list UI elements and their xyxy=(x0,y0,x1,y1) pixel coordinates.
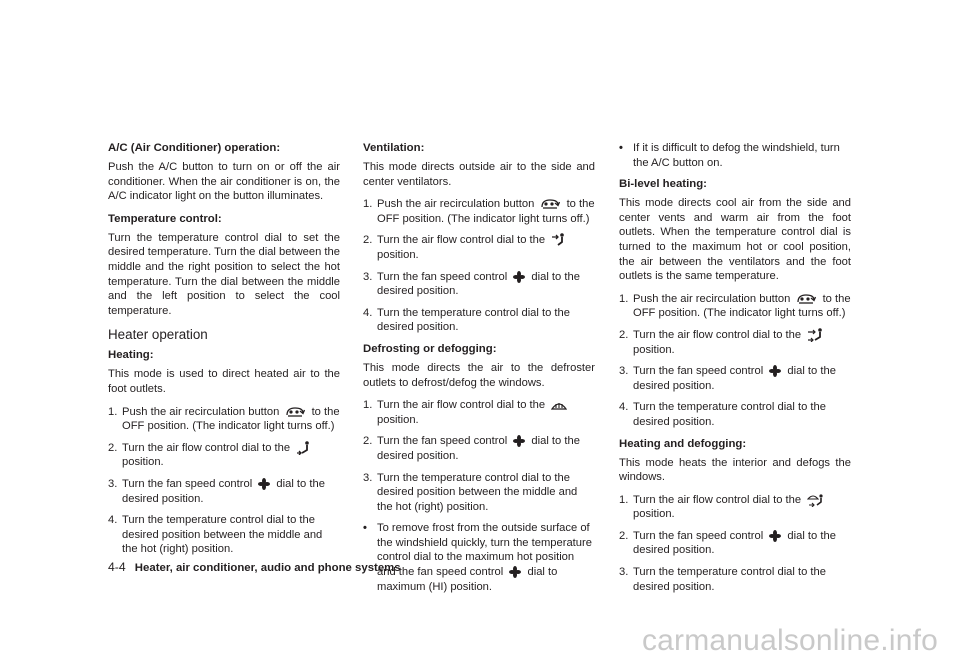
defog-bullet: • If it is difficult to defog the windshield, turn the A/C button on. xyxy=(619,142,840,169)
fan-icon xyxy=(258,478,270,490)
vent-step-2: 2. Turn the air flow control dial to the position. xyxy=(363,233,595,262)
recirculation-icon xyxy=(796,293,816,305)
heating-defogging-heading: Heating and defogging: xyxy=(619,437,747,450)
face-vent-icon xyxy=(551,233,567,247)
bilevel-step-1: 1. Push the air recirculation button to the OFF position. (The indicator light turns off.) xyxy=(619,292,851,320)
fan-icon xyxy=(513,435,525,447)
defrost-icon xyxy=(551,399,567,411)
defog-foot-icon xyxy=(807,493,825,507)
bilevel-step-3: 3. Turn the fan speed control dial to the desired position. xyxy=(619,365,836,392)
ac-heading: A/C (Air Conditioner) operation: xyxy=(108,142,281,154)
defrost-text: This mode directs the air to the defroster outlets to defrost/defog the windows. xyxy=(363,361,595,389)
recirculation-icon xyxy=(285,406,305,418)
recirculation-icon xyxy=(540,198,560,210)
heating-heading: Heating: xyxy=(108,349,154,362)
fan-icon xyxy=(513,271,525,283)
defrost-step-3: 3. Turn the temperature control dial to the desired position between the middle and the hot (right) position. xyxy=(363,471,578,513)
page-footer xyxy=(108,560,401,574)
foot-mode-icon xyxy=(296,441,312,455)
bilevel-step-4: 4. Turn the temperature control dial to the desired position. xyxy=(619,401,826,428)
heating-step-3: 3. Turn the fan speed control dial to the desired position. xyxy=(108,477,325,505)
vent-step-4: 4. Turn the temperature control dial to the desired position. xyxy=(363,306,570,334)
ventilation-heading: Ventilation: xyxy=(363,142,425,154)
heating-defogging-text: This mode heats the interior and defogs the windows. xyxy=(619,456,851,484)
hd-step-1: 1. Turn the air flow control dial to the position. xyxy=(619,493,851,522)
heating-step-4: 4. Turn the temperature control dial to the desired position between the middle and the hot (right) position. xyxy=(108,514,323,556)
bilevel-icon xyxy=(807,328,825,342)
bilevel-text: This mode directs cool air from the side and center vents and warm air from the foot outlets. When the temperature control dial is turned to the maximum hot or cool position, the air between the ventilators and the foot outlets is the same temperature. xyxy=(619,197,851,283)
fan-icon xyxy=(769,365,781,377)
vent-step-1: 1. Push the air recirculation button to the OFF position. (The indicator light turns off.) xyxy=(363,198,595,225)
heating-step-2: 2. Turn the air flow control dial to the position. xyxy=(108,441,340,470)
column-3 xyxy=(619,141,851,601)
column-1 xyxy=(108,141,340,564)
bilevel-heading: Bi-level heating: xyxy=(619,178,707,191)
defrost-heading: Defrosting or defogging: xyxy=(363,342,497,355)
vent-step-3: 3. Turn the fan speed control dial to the desired position. xyxy=(363,270,580,298)
heating-text: This mode is used to direct heated air to the foot outlets. xyxy=(108,368,340,395)
heater-operation-heading: Heater operation xyxy=(108,327,208,343)
temperature-text: Turn the temperature control dial to set the desired temperature. Turn the dial between the middle and the right position to select the hot temperature. Turn the dial between the middle and the left position to select the cool temperature. xyxy=(108,231,340,317)
page-number: 4-4 xyxy=(108,560,126,574)
hd-step-3: 3. Turn the temperature control dial to the desired position. xyxy=(619,566,826,593)
section-title: Heater, air conditioner, audio and phone systems xyxy=(134,562,401,574)
bilevel-step-2: 2. Turn the air flow control dial to the position. xyxy=(619,328,851,357)
watermark: carmanualsonline.info xyxy=(641,624,938,657)
ac-text: Push the A/C button to turn on or off the air conditioner. When the air conditioner is on, the A/C indicator light on the button illuminates. xyxy=(108,161,340,203)
fan-icon xyxy=(769,530,781,542)
defrost-step-2: 2. Turn the fan speed control dial to the desired position. xyxy=(363,435,580,462)
heating-step-1: 1. Push the air recirculation button to the OFF position. (The indicator light turns off.) xyxy=(108,405,340,433)
defrost-step-1: 1. Turn the air flow control dial to the position. xyxy=(363,398,595,427)
column-2 xyxy=(363,141,595,601)
defrost-bullet: • To remove frost from the outside surface of the windshield quickly, turn the temperature control dial to the maximum hot position and the fan speed control dial to maximum (HI) position. xyxy=(363,522,592,593)
hd-step-2: 2. Turn the fan speed control dial to the desired position. xyxy=(619,529,836,557)
ventilation-text: This mode directs outside air to the side and center ventilators. xyxy=(363,161,595,188)
temperature-heading: Temperature control: xyxy=(108,212,222,225)
fan-icon xyxy=(509,566,521,578)
